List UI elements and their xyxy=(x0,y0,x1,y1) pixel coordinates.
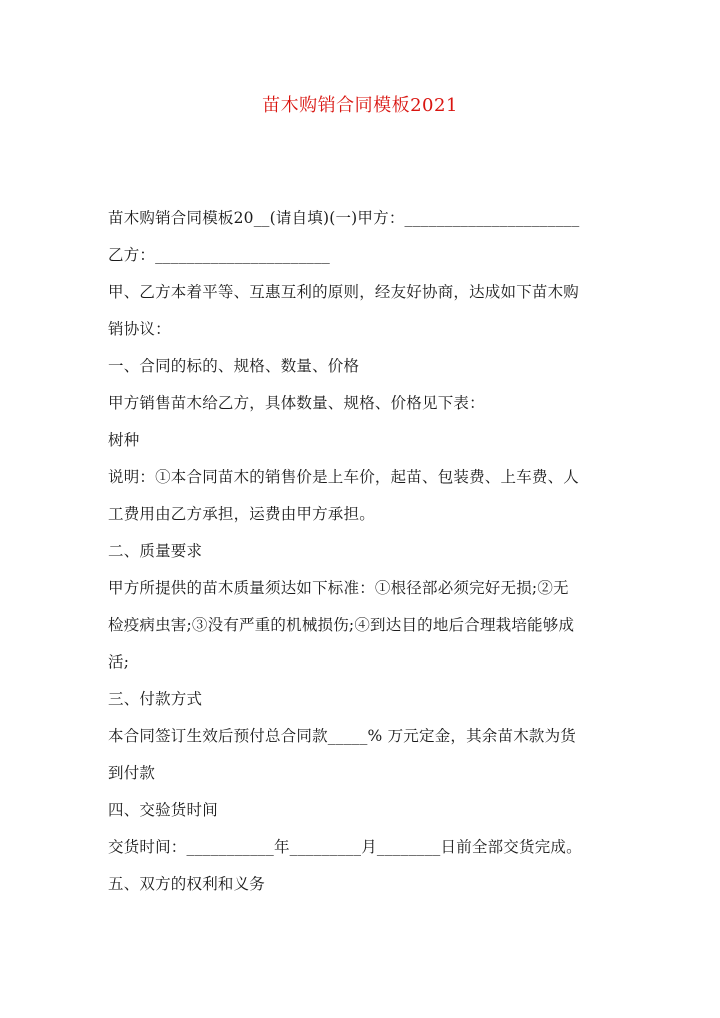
note-paragraph-line: 工费用由乙方承担，运费由甲方承担。 xyxy=(108,505,375,523)
party-a-line: 苗木购销合同模板20__(请自填)(一)甲方：______________________ xyxy=(108,209,580,227)
quality-paragraph-line: 甲方所提供的苗木质量须达如下标准：①根径部必须完好无损;②无 xyxy=(108,579,569,597)
paragraph-line: 甲方销售苗木给乙方，具体数量、规格、价格见下表： xyxy=(108,394,485,412)
section-heading-1: 一、合同的标的、规格、数量、价格 xyxy=(108,357,360,375)
payment-paragraph-line: 到付款 xyxy=(108,764,156,782)
section-heading-4: 四、交验货时间 xyxy=(108,801,218,819)
party-b-line: 乙方：______________________ xyxy=(108,246,331,264)
note-paragraph-line: 说明：①本合同苗木的销售价是上车价，起苗、包装费、上车费、人 xyxy=(108,468,580,486)
document-body xyxy=(108,200,618,903)
intro-paragraph-line: 甲、乙方本着平等、互惠互利的原则，经友好协商，达成如下苗木购 xyxy=(108,283,580,301)
quality-paragraph-line: 活; xyxy=(108,653,130,671)
section-heading-3: 三、付款方式 xyxy=(108,690,203,708)
delivery-paragraph-line: 交货时间：___________年_________月________日前全部交货完成。 xyxy=(108,838,582,856)
quality-paragraph-line: 检疫病虫害;③没有严重的机械损伤;④到达目的地后合理栽培能够成 xyxy=(108,616,575,634)
section-heading-2: 二、质量要求 xyxy=(108,542,203,560)
document-title: 苗木购销合同模板2021 xyxy=(262,95,458,116)
section-heading-5: 五、双方的权利和义务 xyxy=(108,875,266,893)
paragraph-line: 树种 xyxy=(108,431,140,449)
intro-paragraph-line: 销协议： xyxy=(108,320,171,338)
payment-paragraph-line: 本合同签订生效后预付总合同款_____% 万元定金，其余苗木款为货 xyxy=(108,727,577,745)
